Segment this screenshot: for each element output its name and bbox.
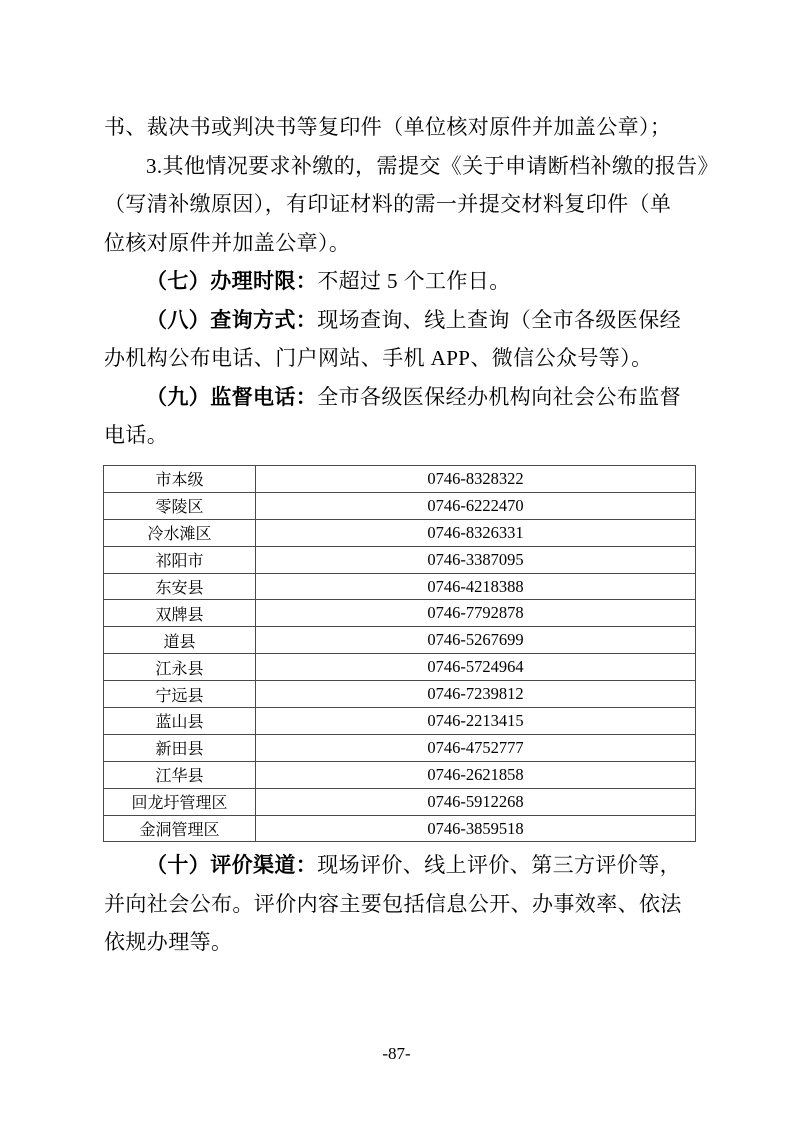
table-row — [104, 708, 696, 735]
table-row — [104, 681, 696, 708]
region-cell: 道县 — [104, 627, 256, 654]
table-row — [104, 466, 696, 493]
page-number: -87- — [382, 1044, 411, 1063]
line-text: 现场评价、线上评价、第三方评价等， — [317, 853, 682, 877]
phone-cell: 0746-5724964 — [256, 654, 696, 681]
line-text: 并向社会公布。评价内容主要包括信息公开、办事效率、依法 — [104, 891, 682, 916]
paragraph-line — [104, 185, 692, 224]
body-text — [104, 108, 719, 455]
region-cell: 东安县 — [104, 573, 256, 600]
table-row — [104, 761, 696, 788]
phone-cell: 0746-4218388 — [256, 573, 696, 600]
heading-label: （十）评价渠道： — [146, 853, 318, 877]
line-text: 3.其他情况要求补缴的，需提交《关于申请断档补缴的报告》 — [146, 153, 719, 178]
region-cell: 江华县 — [104, 761, 256, 788]
line-text: 全市各级医保经办机构向社会公布监督 — [317, 384, 682, 409]
paragraph-line — [104, 108, 692, 147]
phone-cell: 0746-6222470 — [256, 492, 696, 519]
paragraph-line — [104, 416, 692, 455]
region-cell: 零陵区 — [104, 492, 256, 519]
paragraph-line — [104, 846, 692, 885]
table-row — [104, 815, 696, 842]
table-row — [104, 654, 696, 681]
paragraph-line — [104, 339, 692, 378]
table-row — [104, 519, 696, 546]
phone-table — [103, 465, 696, 842]
region-cell: 金洞管理区 — [104, 815, 256, 842]
paragraph-line — [104, 262, 692, 301]
line-text: 办机构公布电话、门户网站、手机 APP、微信公众号等）。 — [104, 346, 653, 370]
phone-cell: 0746-8326331 — [256, 519, 696, 546]
paragraph-line — [104, 923, 692, 962]
region-cell: 宁远县 — [104, 681, 256, 708]
heading-label: （九）监督电话： — [146, 384, 318, 409]
phone-cell: 0746-2213415 — [256, 708, 696, 735]
table-row — [104, 627, 696, 654]
table-row — [104, 492, 696, 519]
paragraph-line — [104, 147, 719, 186]
line-text: 现场查询、线上查询（全市各级医保经 — [317, 307, 682, 332]
paragraph-line — [104, 885, 692, 924]
phone-cell: 0746-3387095 — [256, 546, 696, 573]
table-row — [104, 600, 696, 627]
region-cell: 祁阳市 — [104, 546, 256, 573]
paragraph-line — [104, 224, 692, 263]
line-text: （写清补缴原因），有印证材料的需一并提交材料复印件（单 — [104, 192, 672, 216]
region-cell: 市本级 — [104, 466, 256, 493]
line-text: 电话。 — [104, 423, 169, 447]
line-text: 书、裁决书或判决书等复印件（单位核对原件并加盖公章）； — [104, 115, 672, 139]
table-row — [104, 734, 696, 761]
table-row — [104, 546, 696, 573]
phone-cell: 0746-4752777 — [256, 734, 696, 761]
heading-label: （八）查询方式： — [146, 307, 318, 332]
phone-cell: 0746-7792878 — [256, 600, 696, 627]
line-text: 位核对原件并加盖公章）。 — [104, 230, 351, 255]
phone-cell: 0746-8328322 — [256, 466, 696, 493]
phone-cell: 0746-2621858 — [256, 761, 696, 788]
phone-cell: 0746-5267699 — [256, 627, 696, 654]
phone-cell: 0746-5912268 — [256, 788, 696, 815]
region-cell: 回龙圩管理区 — [104, 788, 256, 815]
table-row — [104, 788, 696, 815]
region-cell: 江永县 — [104, 654, 256, 681]
heading-label: （七）办理时限： — [146, 269, 318, 293]
region-cell: 双牌县 — [104, 600, 256, 627]
table-row — [104, 573, 696, 600]
region-cell: 冷水滩区 — [104, 519, 256, 546]
line-text: 依规办理等。 — [104, 930, 233, 954]
paragraph-line — [104, 378, 692, 417]
region-cell: 新田县 — [104, 734, 256, 761]
paragraph-line — [104, 301, 692, 340]
region-cell: 蓝山县 — [104, 708, 256, 735]
phone-cell: 0746-3859518 — [256, 815, 696, 842]
phone-cell: 0746-7239812 — [256, 681, 696, 708]
line-text: 不超过 5 个工作日。 — [317, 269, 511, 293]
closing-text — [104, 846, 692, 962]
